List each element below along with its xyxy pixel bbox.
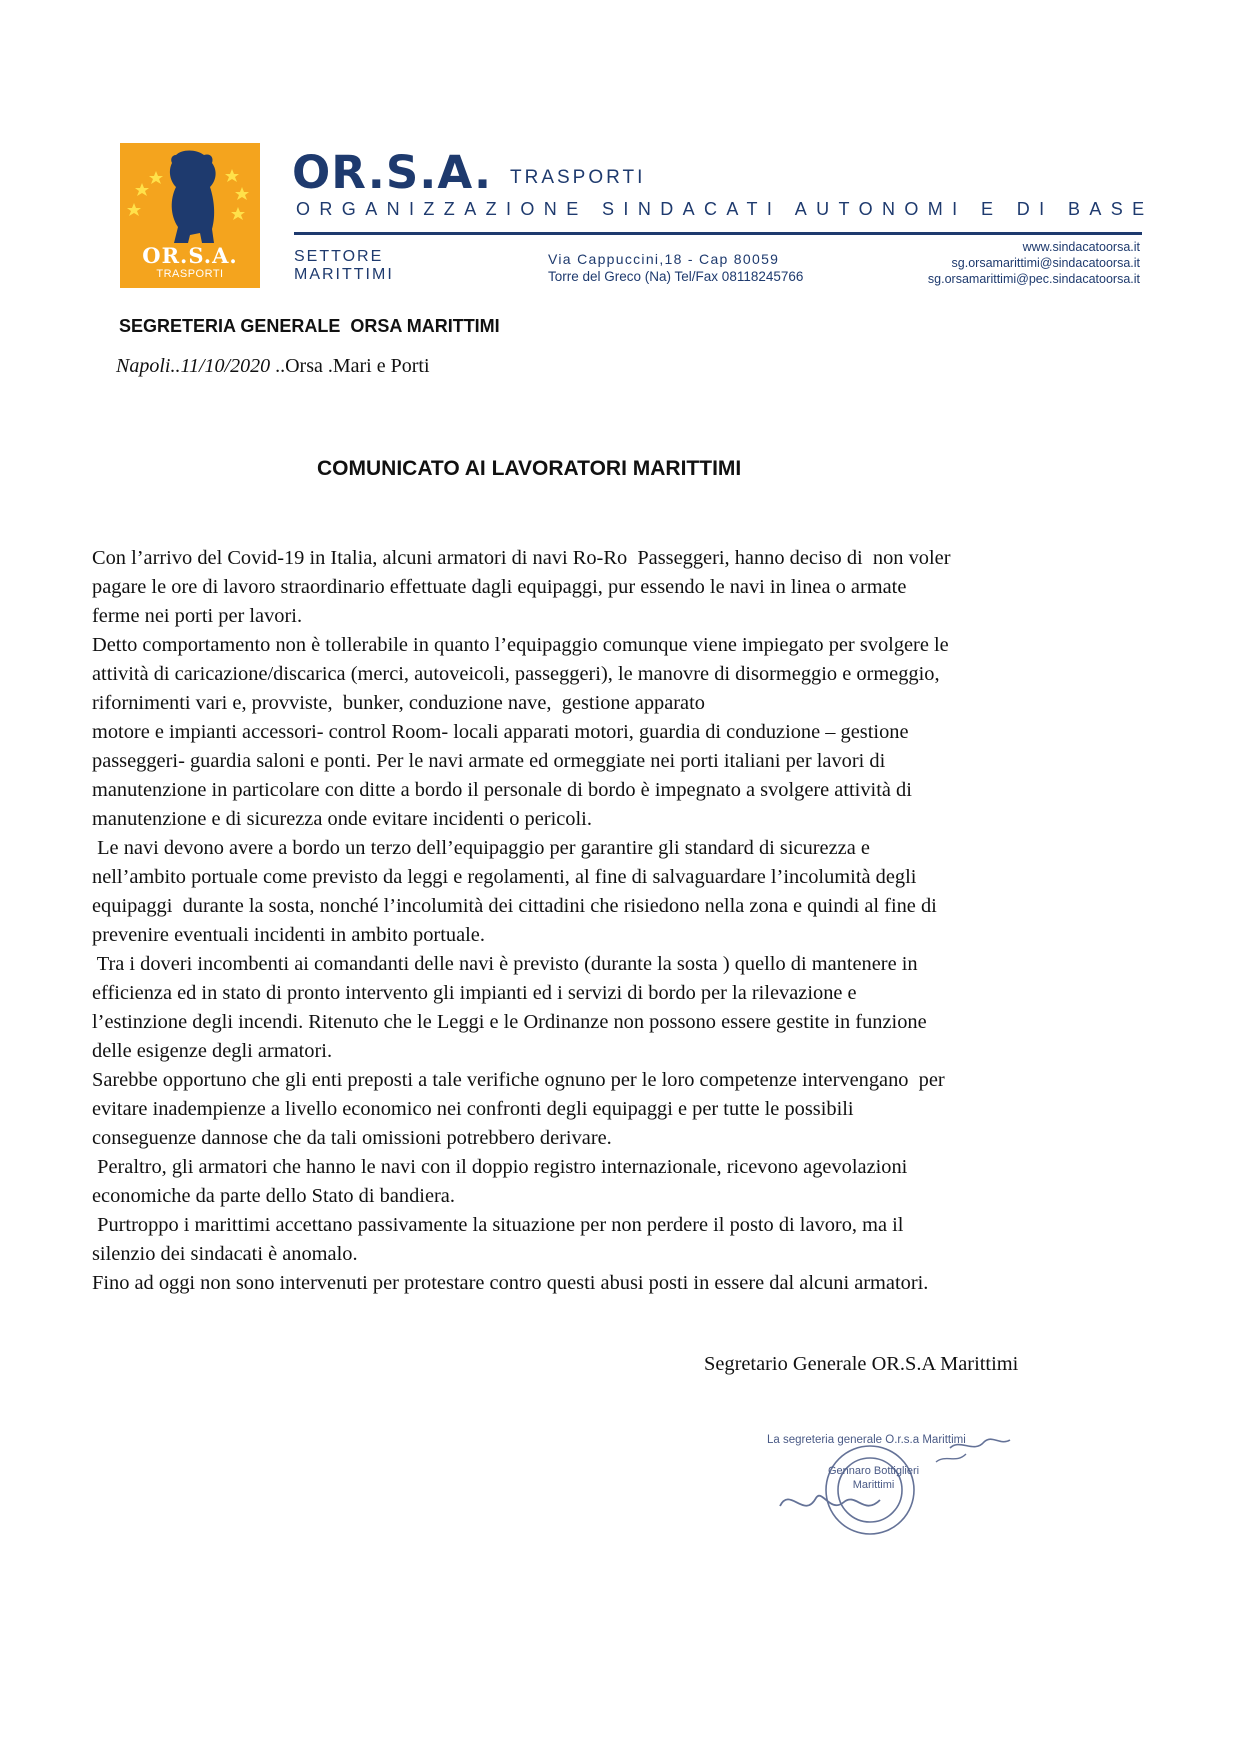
sector-label — [294, 248, 394, 284]
date-line — [116, 355, 430, 378]
body-line: Tra i doveri incombenti ai comandanti delle navi è previsto (durante la sosta ) quello di mantenere in — [92, 953, 918, 975]
brand-subtitle: TRASPORTI — [510, 167, 646, 188]
sector-line: MARITTIMI — [294, 266, 394, 283]
stamp-header-text: La segreteria generale O.r.s.a Marittimi — [767, 1434, 966, 1446]
body-line: pagare le ore di lavoro straordinario effettuate dagli equipaggi, pur essendo le navi in linea o armate — [92, 576, 907, 598]
bear-stars-icon — [120, 143, 260, 253]
body-line: Purtroppo i marittimi accettano passivamente la situazione per non perdere il posto di lavoro, ma il — [92, 1214, 904, 1236]
body-line: ferme nei porti per lavori. — [92, 605, 303, 627]
body-line: Sarebbe opportuno che gli enti preposti a tale verifiche ognuno per le loro competenze intervengano per — [92, 1069, 945, 1091]
body-line: Le navi devono avere a bordo un terzo dell’equipaggio per garantire gli standard di sicurezza e — [92, 837, 870, 859]
body-line: silenzio dei sindacati è anomalo. — [92, 1243, 358, 1265]
document-body — [92, 544, 1162, 1298]
letterhead-divider — [294, 232, 1142, 235]
logo-subtext: TRASPORTI — [156, 268, 224, 280]
brand-name: OR.S.A. — [292, 146, 493, 199]
body-line: Con l’arrivo del Covid-19 in Italia, alcuni armatori di navi Ro-Ro Passeggeri, hanno deciso di non voler — [92, 547, 951, 569]
body-line: equipaggi durante la sosta, nonché l’incolumità dei cittadini che risiedono nella zona e quindi al fine di — [92, 895, 937, 917]
body-line: economiche da parte dello Stato di bandiera. — [92, 1185, 455, 1207]
body-line: Peraltro, gli armatori che hanno le navi con il doppio registro internazionale, ricevono agevolazioni — [92, 1156, 908, 1178]
date-reference: ..Orsa .Mari e Porti — [270, 355, 430, 377]
address-street: Via Cappuccini,18 - Cap 80059 — [548, 251, 780, 267]
body-line: motore e impianti accessori- control Room- locali apparati motori, guardia di conduzione – gestione — [92, 721, 909, 743]
body-line: rifornimenti vari e, provviste, bunker, conduzione nave, gestione apparato — [92, 692, 705, 714]
email-link[interactable]: sg.orsamarittimi@sindacatoorsa.it — [951, 256, 1140, 270]
body-line: l’estinzione degli incendi. Ritenuto che le Leggi e le Ordinanze non possono essere gestite in funzione — [92, 1011, 927, 1033]
website-link[interactable]: www.sindacatoorsa.it — [1022, 240, 1140, 254]
pec-email-link[interactable]: sg.orsamarittimi@pec.sindacatoorsa.it — [927, 272, 1140, 286]
signature-label: Segretario Generale OR.S.A Marittimi — [704, 1353, 1019, 1375]
body-line: manutenzione e di sicurezza onde evitare incidenti o pericoli. — [92, 808, 592, 830]
address-city-phone: Torre del Greco (Na) Tel/Fax 08118245766 — [548, 269, 804, 284]
orsa-logo — [120, 143, 260, 288]
body-line: efficienza ed in stato di pronto intervento gli impianti ed i servizi di bordo per la rilevazione e — [92, 982, 857, 1004]
organization-name: ORGANIZZAZIONE SINDACATI AUTONOMI E DI BASE — [296, 199, 1154, 219]
date-place: Napoli..11/10/2020 — [116, 355, 271, 377]
address-block — [548, 250, 803, 286]
stamp-name-sub: Marittimi — [852, 1479, 895, 1491]
stamp-name-line: Gennaro Bottiglieri — [828, 1465, 920, 1477]
secretariat-heading: SEGRETERIA GENERALE ORSA MARITTIMI — [119, 316, 500, 336]
contacts-block — [928, 239, 1140, 287]
body-line: prevenire eventuali incidenti in ambito portuale. — [92, 924, 485, 946]
body-line: Detto comportamento non è tollerabile in quanto l’equipaggio comunque viene impiegato per svolgere le — [92, 634, 949, 656]
body-line: manutenzione in particolare con ditte a bordo il personale di bordo è impegnato a svolgere attività di — [92, 779, 912, 801]
sector-line: SETTORE — [294, 248, 384, 265]
stamp-name — [828, 1464, 919, 1492]
body-line: passeggeri- guardia saloni e ponti. Per le navi armate ed ormeggiate nei porti italiani per lavori di — [92, 750, 886, 772]
document-title: COMUNICATO AI LAVORATORI MARITTIMI — [317, 457, 742, 480]
body-line: Fino ad oggi non sono intervenuti per protestare contro questi abusi posti in essere dal alcuni armatori. — [92, 1272, 929, 1294]
body-line: conseguenze dannose che da tali omissioni potrebbero derivare. — [92, 1127, 612, 1149]
logo-text: OR.S.A. — [142, 243, 238, 268]
body-line: attività di caricazione/discarica (merci, autoveicoli, passeggeri), le manovre di disormeggio e ormeggio, — [92, 663, 940, 685]
body-line: nell’ambito portuale come previsto da leggi e regolamenti, al fine di salvaguardare l’incolumità degli — [92, 866, 917, 888]
body-line: delle esigenze degli armatori. — [92, 1040, 333, 1062]
body-line: evitare inadempienze a livello economico nei confronti degli equipaggi e per tutte le possibili — [92, 1098, 854, 1120]
